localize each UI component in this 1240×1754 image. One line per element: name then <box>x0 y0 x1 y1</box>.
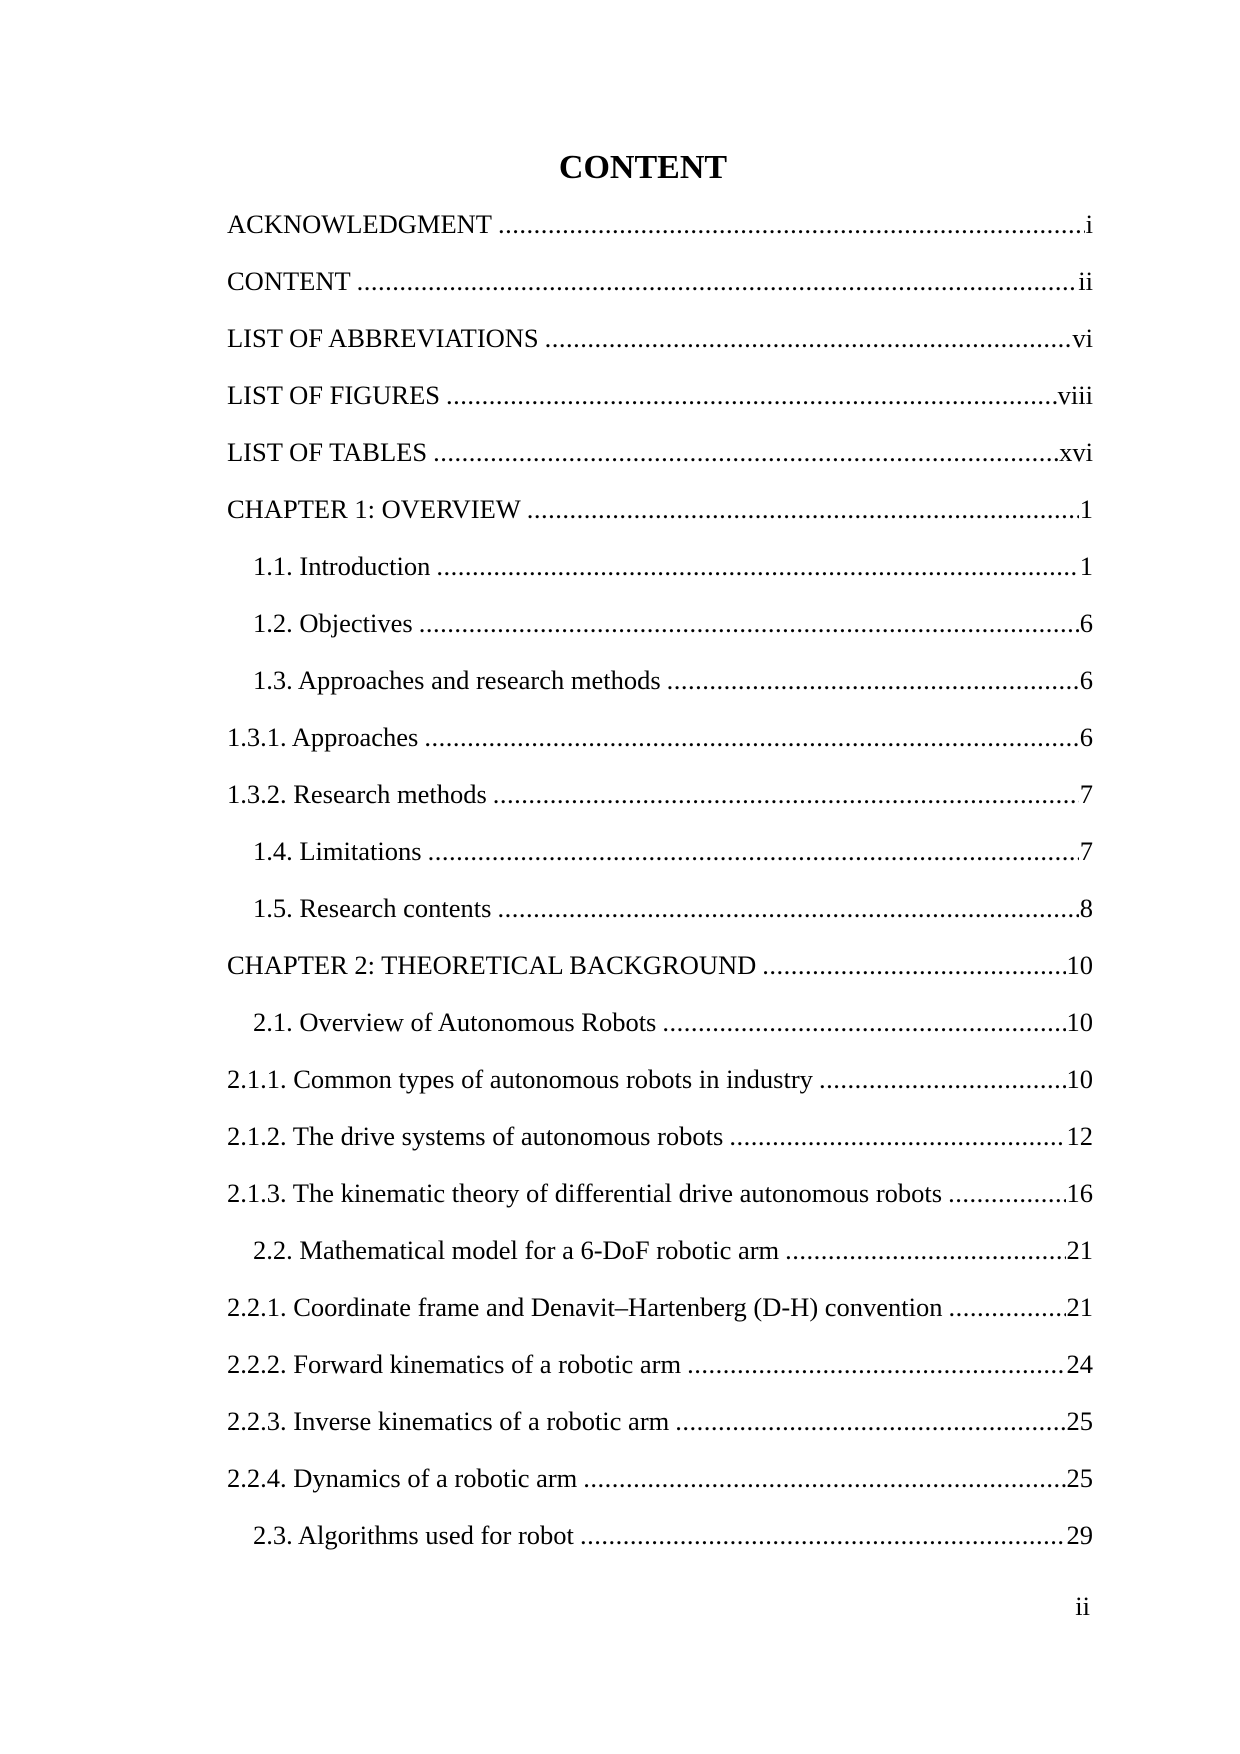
dot-leader <box>446 379 1057 411</box>
toc-entry[interactable] <box>227 835 1093 892</box>
toc-entry-label: 2.2.1. Coordinate frame and Denavit–Hartenberg (D-H) convention <box>227 1292 943 1322</box>
toc-entry-page: 10 <box>1066 950 1093 980</box>
page-number: ii <box>1075 1591 1090 1621</box>
toc-entry-page: 10 <box>1066 1064 1093 1094</box>
dot-leader <box>675 1405 1065 1437</box>
toc-entry-label: 1.4. Limitations <box>253 836 422 866</box>
toc-entry-label: ACKNOWLEDGMENT <box>227 209 492 239</box>
toc-entry[interactable] <box>227 379 1093 436</box>
toc-entry[interactable] <box>227 1291 1093 1348</box>
toc-entry-page: 25 <box>1066 1406 1093 1436</box>
toc-entry-page: 8 <box>1079 893 1093 923</box>
toc-entry-page: vi <box>1072 323 1093 353</box>
toc-entry-page: 7 <box>1079 779 1093 809</box>
toc-entry-label: 2.2.4. Dynamics of a robotic arm <box>227 1463 578 1493</box>
toc-entry-page: 25 <box>1066 1463 1093 1493</box>
toc-entry[interactable] <box>227 1006 1093 1063</box>
toc-entry-label: LIST OF ABBREVIATIONS <box>227 323 539 353</box>
toc-entry-label: CONTENT <box>227 266 351 296</box>
toc-entry-page: xvi <box>1059 437 1093 467</box>
dot-leader <box>419 607 1079 639</box>
toc-entry-page: 29 <box>1066 1520 1093 1550</box>
toc-entry-label: 1.5. Research contents <box>253 893 492 923</box>
toc-entry[interactable] <box>227 664 1093 721</box>
dot-leader <box>687 1348 1065 1380</box>
toc-entry-page: 1 <box>1079 494 1093 524</box>
toc-entry-label: 2.2.2. Forward kinematics of a robotic arm <box>227 1349 682 1379</box>
toc-entry-label: 2.1.3. The kinematic theory of differential drive autonomous robots <box>227 1178 943 1208</box>
toc-entry-label: 2.1.1. Common types of autonomous robots in industry <box>227 1064 813 1094</box>
toc-entry-page: ii <box>1078 266 1093 296</box>
toc-entry-label: CHAPTER 1: OVERVIEW <box>227 494 521 524</box>
toc-entry-label: 1.3.2. Research methods <box>227 779 487 809</box>
toc-entry[interactable] <box>227 1120 1093 1177</box>
dot-leader <box>580 1519 1066 1551</box>
dot-leader <box>667 664 1079 696</box>
toc-entry-label: CHAPTER 2: THEORETICAL BACKGROUND <box>227 950 757 980</box>
toc-entry-label: 1.3.1. Approaches <box>227 722 419 752</box>
toc-entry[interactable] <box>227 1519 1093 1576</box>
dot-leader <box>498 208 1085 240</box>
toc-entry-label: LIST OF TABLES <box>227 437 428 467</box>
dot-leader <box>949 1291 1066 1323</box>
dot-leader <box>785 1234 1065 1266</box>
dot-leader <box>948 1177 1065 1209</box>
toc-entry-page: i <box>1085 209 1093 239</box>
toc-entry-page: 6 <box>1079 608 1093 638</box>
dot-leader <box>433 436 1058 468</box>
toc-entry-label: 2.2. Mathematical model for a 6-DoF robotic arm <box>253 1235 780 1265</box>
dot-leader <box>729 1120 1065 1152</box>
toc-entry-page: 6 <box>1079 665 1093 695</box>
toc-entry-label: 1.2. Objectives <box>253 608 413 638</box>
toc-entry[interactable] <box>227 1234 1093 1291</box>
toc-entry-label: 2.3. Algorithms used for robot <box>253 1520 574 1550</box>
toc-entry-page: 24 <box>1066 1349 1093 1379</box>
toc-entry[interactable] <box>227 1348 1093 1405</box>
dot-leader <box>662 1006 1065 1038</box>
dot-leader <box>436 550 1078 582</box>
toc-entry-page: 16 <box>1066 1178 1093 1208</box>
dot-leader <box>545 322 1072 354</box>
toc-entry-page: 10 <box>1066 1007 1093 1037</box>
dot-leader <box>583 1462 1065 1494</box>
toc-entry[interactable] <box>227 778 1093 835</box>
table-of-contents <box>227 208 1093 1576</box>
toc-entry[interactable] <box>227 607 1093 664</box>
toc-entry[interactable] <box>227 1063 1093 1120</box>
dot-leader <box>424 721 1078 753</box>
toc-entry[interactable] <box>227 208 1093 265</box>
dot-leader <box>493 778 1079 810</box>
toc-entry[interactable] <box>227 721 1093 778</box>
toc-entry-page: 1 <box>1079 551 1093 581</box>
toc-entry-label: 1.3. Approaches and research methods <box>253 665 661 695</box>
toc-entry[interactable] <box>227 322 1093 379</box>
toc-entry-label: 2.1. Overview of Autonomous Robots <box>253 1007 657 1037</box>
toc-entry-page: 21 <box>1066 1292 1093 1322</box>
toc-entry[interactable] <box>227 1405 1093 1462</box>
toc-entry-page: 7 <box>1079 836 1093 866</box>
dot-leader <box>428 835 1079 867</box>
toc-entry-label: 1.1. Introduction <box>253 551 431 581</box>
toc-entry-label: LIST OF FIGURES <box>227 380 441 410</box>
dot-leader <box>357 265 1078 297</box>
dot-leader <box>527 493 1079 525</box>
page-title: CONTENT <box>558 149 728 186</box>
toc-entry[interactable] <box>227 550 1093 607</box>
toc-entry[interactable] <box>227 949 1093 1006</box>
toc-entry[interactable] <box>227 265 1093 322</box>
dot-leader <box>497 892 1078 924</box>
toc-entry[interactable] <box>227 892 1093 949</box>
dot-leader <box>762 949 1065 981</box>
toc-entry[interactable] <box>227 1462 1093 1519</box>
toc-entry[interactable] <box>227 436 1093 493</box>
toc-entry-label: 2.1.2. The drive systems of autonomous robots <box>227 1121 724 1151</box>
toc-entry-page: 12 <box>1066 1121 1093 1151</box>
toc-entry-page: 21 <box>1066 1235 1093 1265</box>
toc-entry-label: 2.2.3. Inverse kinematics of a robotic arm <box>227 1406 670 1436</box>
toc-entry[interactable] <box>227 1177 1093 1234</box>
dot-leader <box>819 1063 1066 1095</box>
toc-entry[interactable] <box>227 493 1093 550</box>
toc-entry-page: 6 <box>1079 722 1093 752</box>
toc-entry-page: viii <box>1057 380 1093 410</box>
